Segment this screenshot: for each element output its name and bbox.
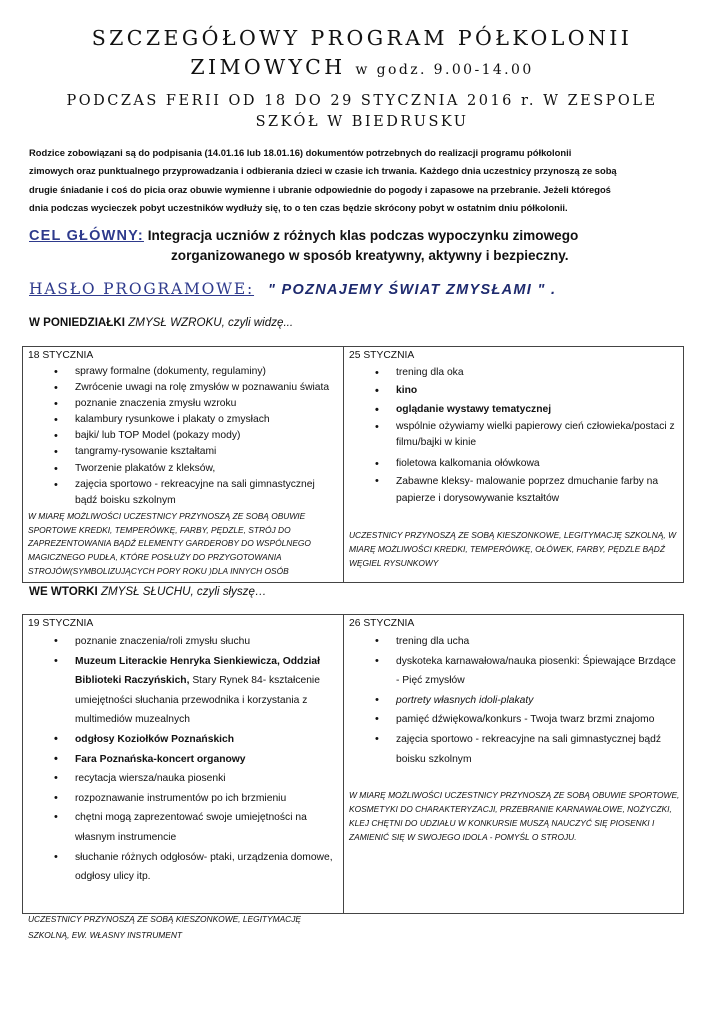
list-item: • Zwrócenie uwagi na rolę zmysłów w poznawaniu świata — [28, 380, 338, 396]
title-hours: w godz. 9.00-14.00 — [355, 62, 534, 78]
list-item: • wspólnie ożywiamy wielki papierowy cień człowieka/postaci z filmu/bajki w kinie — [349, 419, 681, 451]
activity-list — [28, 632, 338, 887]
intro-line: zimowych oraz punktualnego przyprowadzania i odbierania dzieci w czasie ich trwania. Każdego dnia uczestnicy przynoszą ze sobą — [29, 165, 617, 177]
tuesday-heading-sense: ZMYSŁ SŁUCHU, czyli słyszę… — [100, 585, 267, 598]
main-goal-line-1: Integracja uczniów z różnych klas podczas wypoczynku zimowego — [147, 228, 579, 243]
intro-line: dnia podczas wycieczek pobyt uczestników wydłuży się, to o ten czas będzie skrócony pobyt w ostatnim dniu półkolonii. — [29, 201, 568, 213]
main-goal-line-2: zorganizowanego w sposób kreatywny, aktywny i bezpieczny. — [171, 248, 569, 263]
tuesday-table — [22, 614, 684, 940]
tuesday-heading — [29, 585, 267, 598]
list-item: • portrety własnych idoli-plakaty — [349, 691, 681, 711]
date-label: 26 STYCZNIA — [349, 618, 415, 629]
activity-list — [349, 364, 681, 507]
monday-table — [22, 346, 684, 583]
title-line-1: SZCZEGÓŁOWY PROGRAM PÓŁKOLONII — [91, 26, 633, 50]
motto-value: " POZNAJEMY ŚWIAT ZMYSŁAMI " . — [268, 282, 557, 298]
table-divider — [343, 615, 344, 913]
list-item-museum — [28, 652, 338, 730]
subtitle-line-1: PODCZAS FERII OD 18 DO 29 STYCZNIA 2016 r. W ZESPOLE — [66, 93, 658, 109]
list-item: • Fara Poznańska-koncert organowy — [28, 750, 338, 770]
list-item: • dyskoteka karnawałowa/nauka piosenki: Śpiewające Brzdące - Pięć zmysłów — [349, 652, 681, 691]
program-motto — [29, 280, 556, 299]
main-goal — [29, 226, 709, 265]
tuesday-heading-day: WE WTORKI — [29, 585, 98, 598]
list-item: • trening dla ucha — [349, 632, 681, 652]
intro-line: Rodzice zobowiązani są do podpisania (14.01.16 lub 18.01.16) dokumentów potrzebnych do realizacji programu półkolonii — [29, 147, 572, 158]
list-item: • poznanie znaczenia zmysłu wzroku — [28, 396, 338, 412]
subtitle-line-2: SZKÓŁ W BIEDRUSKU — [255, 114, 469, 130]
date-label: 18 STYCZNIA — [28, 350, 94, 361]
tuesday-left-cell — [28, 617, 338, 943]
list-item: • rozpoznawanie instrumentów po ich brzmieniu — [28, 789, 338, 809]
list-item: • trening dla oka — [349, 364, 681, 382]
monday-right-cell — [349, 349, 681, 571]
museum-name: Muzeum Literackie Henryka Sienkiewicza, Oddział Biblioteki Raczyńskich, — [75, 655, 320, 687]
list-item: • Zabawne kleksy- malowanie poprzez dmuchanie farby na papierze i dorysowywanie kształtów — [349, 473, 681, 507]
title-main: ZIMOWYCH — [190, 55, 346, 79]
list-item: • sprawy formalne (dokumenty, regulaminy) — [28, 364, 338, 380]
list-item: • pamięć dźwiękowa/konkurs - Twoja twarz brzmi znajomo — [349, 710, 681, 730]
list-item: • chętni mogą zaprezentować swoje umiejętności na własnym instrumencie — [28, 808, 338, 847]
date-label: 25 STYCZNIA — [349, 350, 415, 361]
list-item: • fioletowa kalkomania ołówkowa — [349, 455, 681, 473]
list-item: • recytacja wiersza/nauka piosenki — [28, 769, 338, 789]
list-item: • kalambury rysunkowe i plakaty o zmysłach — [28, 412, 338, 428]
list-item: • zajęcia sportowo - rekreacyjne na sali gimnastycznej bądź boisku szkolnym — [349, 730, 681, 769]
monday-left-cell — [28, 349, 338, 579]
title-line-2 — [0, 55, 724, 79]
equipment-note: UCZESTNICY PRZYNOSZĄ ZE SOBĄ KIESZONKOWE, LEGITYMACJĘ SZKOLNĄ, EW. WŁASNY INSTRUMENT — [28, 913, 302, 940]
date-label: 19 STYCZNIA — [28, 618, 94, 629]
list-item: • bajki/ lub TOP Model (pokazy mody) — [28, 428, 338, 444]
list-item: • odgłosy Koziołków Poznańskich — [28, 730, 338, 750]
list-item: • słuchanie różnych odgłosów- ptaki, urządzenia domowe, odgłosy ulicy itp. — [28, 848, 338, 887]
equipment-note: W MIARĘ MOŻLIWOŚCI UCZESTNICY PRZYNOSZĄ ZE SOBĄ OBUWIE SPORTOWE KREDKI, TEMPERÓWKĘ, FARBY, PĘDZLE, STRÓJ DO ZAPREZENTOWANIA BĄDŹ ELEMENTY GARDEROBY DO WSPÓLNEGO MAGICZNEGO PUDŁA, KTÓRE POSŁUŻY DO PRZYGOTOWANIA STROJÓW(SYMBOLIZUJĄCYCH PORY ROKU )DLA INNYCH OSÓB — [28, 510, 311, 577]
motto-label: HASŁO PROGRAMOWE: — [29, 280, 255, 298]
monday-heading-day: W PONIEDZIAŁKI — [29, 316, 125, 329]
intro-line: drugie śniadanie i coś do picia oraz obuwie wymienne i ubranie odpowiednie do pogody i zapasowe na przebranie. Jeżeli któregoś — [29, 183, 611, 195]
list-item: • Tworzenie plakatów z kleksów, — [28, 461, 338, 477]
equipment-note: UCZESTNICY PRZYNOSZĄ ZE SOBĄ KIESZONKOWE, LEGITYMACJĘ SZKOLNĄ, W MIARĘ MOŻLIWOŚCI KREDKI, TEMPERÓWKĘ, OŁÓWEK, FARBY, PĘDZLE BĄDŹ WĘGIEL RYSUNKOWY — [349, 530, 676, 568]
list-item: • poznanie znaczenia/roli zmysłu słuchu — [28, 632, 338, 652]
monday-heading-sense: ZMYSŁ WZROKU, czyli widzę... — [128, 316, 294, 329]
activity-list — [28, 364, 338, 509]
list-item: • kino — [349, 382, 681, 400]
table-divider — [343, 347, 344, 582]
museum-details: Stary Rynek 84- kształcenie umiejętności słuchania przewodnika i korzystania z multimediów muzealnych — [75, 675, 320, 726]
tuesday-right-cell — [349, 617, 681, 844]
equipment-note: W MIARĘ MOŻLIWOŚCI UCZESTNICY PRZYNOSZĄ ZE SOBĄ OBUWIE SPORTOWE, KOSMETYKI DO CHARAKTERYZACJI, PRZEBRANIE KARNAWAŁOWE, NOŻYCZKI, KLEJ CHĘTNI DO UDZIAŁU W KONKURSIE MUSZĄ NAUCZYĆ SIĘ PIOSENKI I ZAMIENIĆ SIĘ W SWOJEGO IDOLA - POMYŚL O STROJU. — [349, 790, 680, 842]
monday-heading — [29, 316, 293, 329]
list-item: • zajęcia sportowo - rekreacyjne na sali gimnastycznej bądź boisku szkolnym — [28, 477, 338, 509]
intro-paragraph — [29, 144, 689, 217]
main-goal-label: CEL GŁÓWNY: — [29, 228, 144, 244]
activity-list — [349, 632, 681, 769]
list-item: • oglądanie wystawy tematycznej — [349, 401, 681, 419]
list-item: • tangramy-rysowanie kształtami — [28, 444, 338, 460]
